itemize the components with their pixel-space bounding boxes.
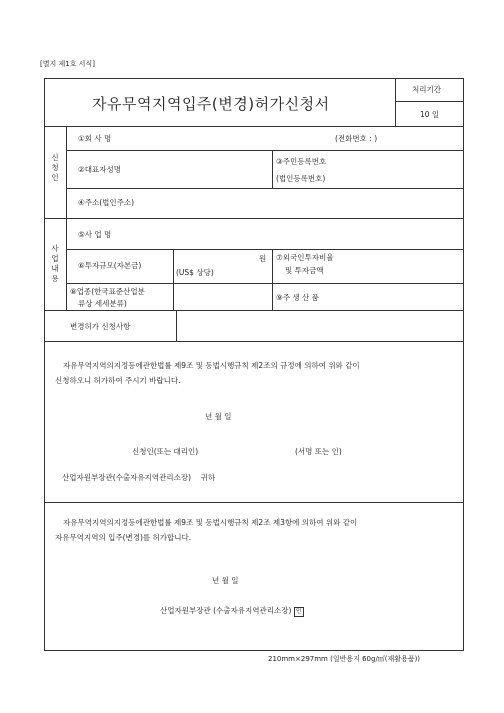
processing-period-value: 10 일 (420, 110, 440, 119)
form-number-label: [별지 제1호 서식] (40, 60, 95, 68)
seal-mark: 인 (294, 607, 304, 617)
signature-hint: (서명 또는 인) (295, 447, 342, 456)
industry-sub-label: 류상 세세분류) (78, 299, 127, 308)
investment-scale-label: ⑥투자규모(자본금) (78, 261, 142, 270)
business-section-label: 사업내용 (51, 244, 59, 283)
approval-statement: 자유무역지역의지정등에관한법률 제9조 및 동법시행규칙 제2조 제3항에 의하여 위와 같이 자유무역지역의 입주(변경)를 허가합니다. (55, 518, 358, 542)
main-product-label: ⑨주 생 산 품 (276, 293, 319, 302)
recipient-suffix: 귀하 (200, 473, 216, 482)
application-date: 년 월 일 (205, 412, 232, 421)
application-statement: 자유무역지역의지정등에관한법률 제9조 및 동법시행규칙 제2조의 규정에 의하여 위와 같이 신청하오니 허가하여 주시기 바랍니다. (55, 361, 360, 385)
approval-date: 년 월 일 (212, 576, 239, 585)
phone-number-label: (전화번호 : ) (335, 134, 378, 143)
resident-number-label: ③주민등록번호 (276, 157, 327, 166)
approval-issuer: 산업자원부장관 (수출자유지역관리소장) 인 (160, 607, 304, 617)
business-name-label: ⑤사 업 명 (78, 230, 112, 239)
applicant-signature-label: 신청인(또는 대리인) (132, 447, 199, 456)
corporate-number-label: (법인등록번호) (276, 174, 326, 183)
processing-period-label: 처리기간 (412, 85, 441, 94)
won-unit: 원 (259, 254, 267, 263)
foreign-amount-label: 및 투자금액 (285, 266, 324, 275)
usd-unit: (US$ 상당) (176, 268, 214, 277)
industry-label: ⑧업종(한국표준산업분 (70, 287, 145, 296)
representative-name-label: ②대표자성명 (78, 165, 121, 174)
company-name-label: ①회 사 명 (78, 134, 112, 143)
applicant-section-label: 신청인 (51, 153, 59, 182)
address-label: ④주소(법인주소) (78, 198, 135, 207)
foreign-ratio-label: ⑦외국인투자비율 (276, 253, 334, 262)
form-title: 자유무역지역입주(변경)허가신청서 (92, 95, 330, 113)
change-request-label: 변경허가 신청사항 (70, 322, 131, 331)
paper-spec-footer: 210mm×297mm (일반용지 60g/㎡(재활용품)) (268, 655, 421, 663)
application-recipient: 산업자원부장관(수출자유지역관리소장) 귀하 (62, 473, 216, 482)
